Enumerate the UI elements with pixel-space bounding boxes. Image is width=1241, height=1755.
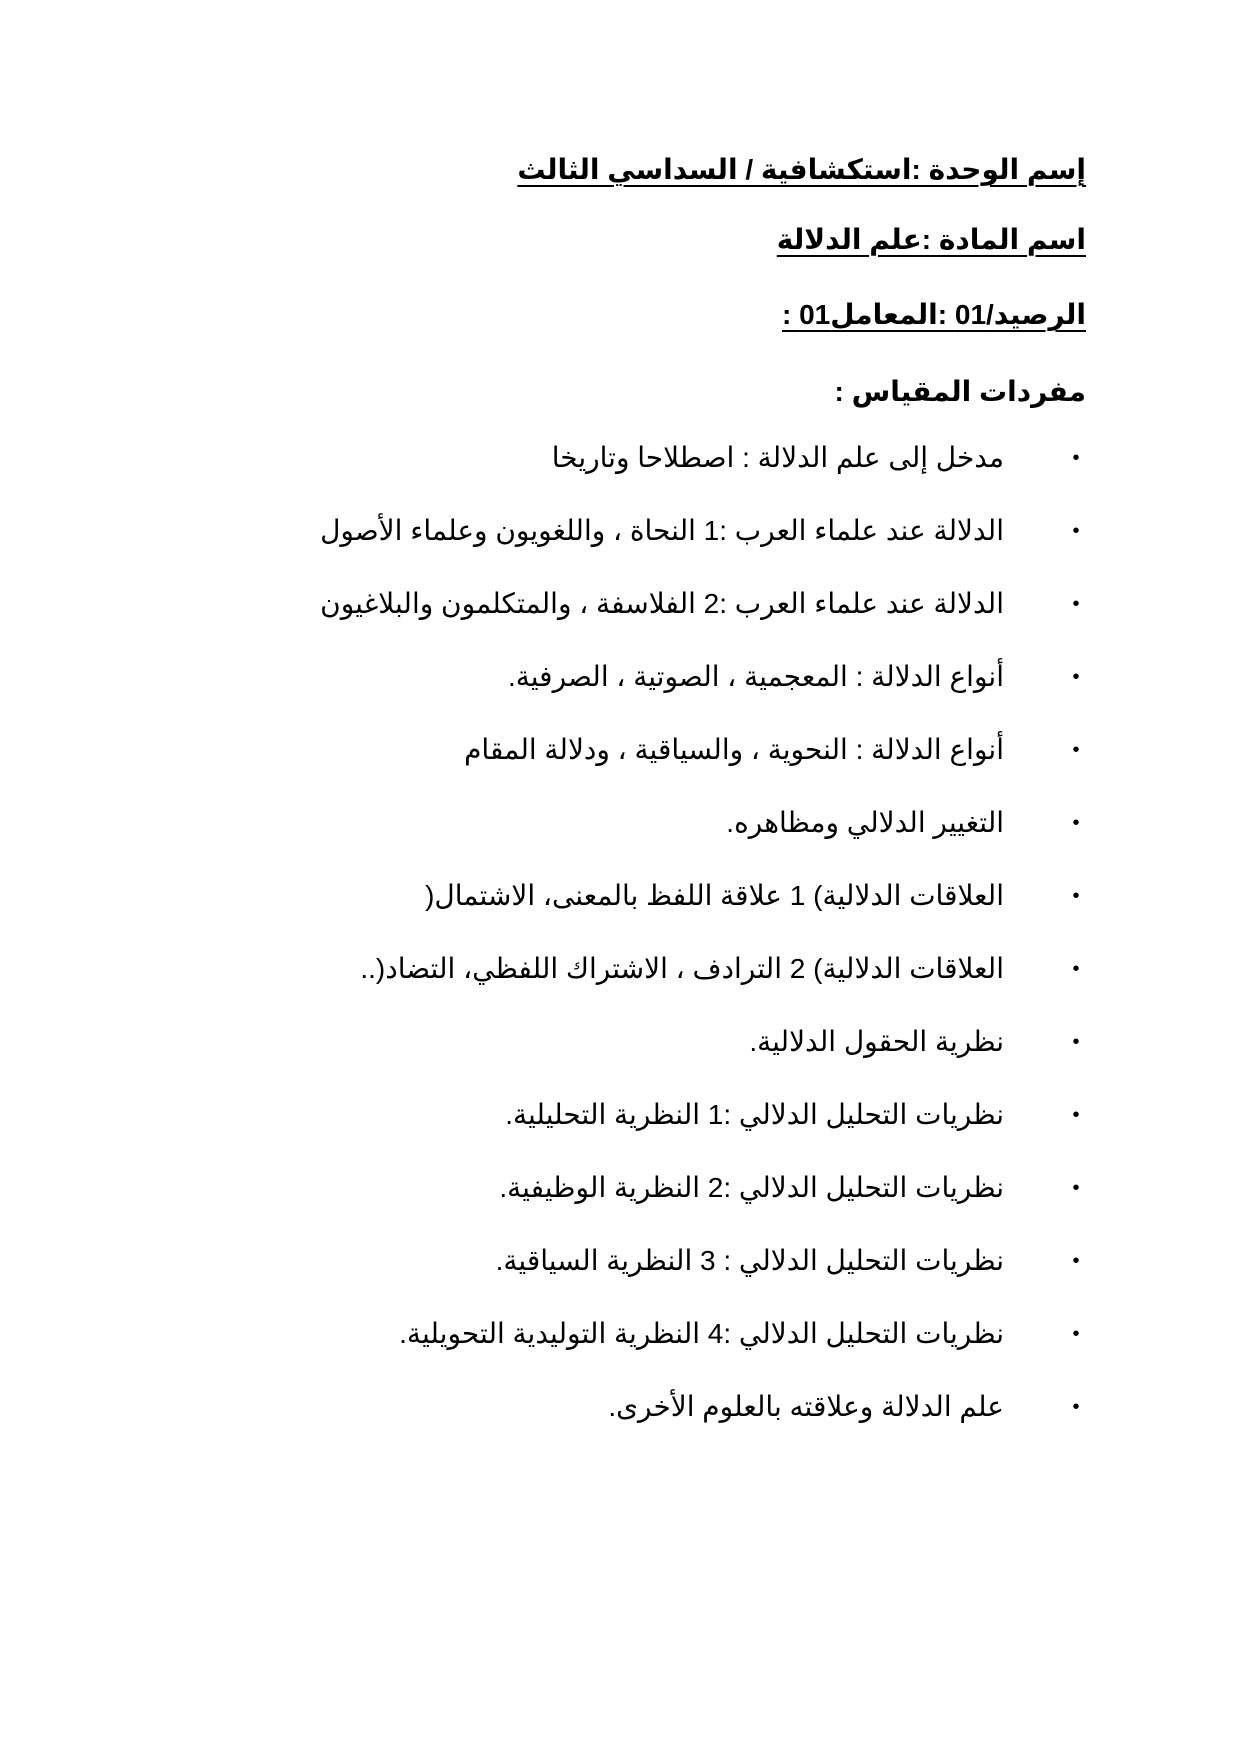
syllabus-item	[136, 1024, 1086, 1097]
syllabus-item-text: أنواع الدلالة : المعجمية ، الصوتية ، الصرفية.	[507, 661, 1004, 692]
syllabus-item	[136, 513, 1086, 586]
bullet-icon: •	[1072, 593, 1080, 615]
syllabus-item-text: الدلالة عند علماء العرب :1 النحاة ، واللغويون وعلماء الأصول	[320, 515, 1004, 546]
syllabus-item	[136, 732, 1086, 805]
module-vocabulary-heading: مفردات المقياس :	[834, 376, 1086, 407]
bullet-icon: •	[1072, 958, 1080, 980]
syllabus-item	[136, 878, 1086, 951]
syllabus-item-text: مدخل إلى علم الدلالة : اصطلاحا وتاريخا	[551, 442, 1004, 473]
syllabus-item-text: العلاقات الدلالية) 1 علاقة اللفظ بالمعنى، الاشتمال(	[425, 880, 1004, 911]
bullet-icon: •	[1072, 1177, 1080, 1199]
bullet-icon: •	[1072, 1396, 1080, 1418]
bullet-icon: •	[1072, 520, 1080, 542]
syllabus-item-text: علم الدلالة وعلاقته بالعلوم الأخرى.	[608, 1391, 1004, 1422]
syllabus-item	[136, 586, 1086, 659]
syllabus-item-text: العلاقات الدلالية) 2 الترادف ، الاشتراك اللفظي، التضاد(..	[360, 953, 1004, 984]
syllabus-item-text: أنواع الدلالة : النحوية ، والسياقية ، ودلالة المقام	[464, 734, 1004, 765]
subject-name-heading: اسم المادة :علم الدلالة	[776, 224, 1086, 255]
syllabus-item-text: الدلالة عند علماء العرب :2 الفلاسفة ، والمتكلمون والبلاغيون	[320, 588, 1004, 619]
bullet-icon: •	[1072, 1031, 1080, 1053]
credit-coefficient-heading: الرصيد/01 :المعامل01 :	[781, 299, 1086, 330]
bullet-icon: •	[1072, 447, 1080, 469]
syllabus-item	[136, 1170, 1086, 1243]
bullet-icon: •	[1072, 666, 1080, 688]
syllabus-item	[136, 659, 1086, 732]
bullet-icon: •	[1072, 739, 1080, 761]
syllabus-item-text: نظريات التحليل الدلالي :1 النظرية التحليلية.	[505, 1099, 1004, 1130]
syllabus-item	[136, 951, 1086, 1024]
bullet-icon: •	[1072, 1104, 1080, 1126]
syllabus-item	[136, 1316, 1086, 1389]
syllabus-item	[136, 1097, 1086, 1170]
syllabus-item	[136, 440, 1086, 513]
syllabus-item-text: نظرية الحقول الدلالية.	[749, 1026, 1004, 1057]
bullet-icon: •	[1072, 1323, 1080, 1345]
bullet-icon: •	[1072, 812, 1080, 834]
syllabus-item-text: نظريات التحليل الدلالي :4 النظرية التوليدية التحويلية.	[399, 1318, 1004, 1349]
bullet-icon: •	[1072, 1250, 1080, 1272]
syllabus-item-text: نظريات التحليل الدلالي : 3 النظرية السياقية.	[495, 1245, 1004, 1276]
unit-name-heading: إسم الوحدة :استكشافية / السداسي الثالث	[517, 154, 1086, 185]
syllabus-list	[136, 440, 1086, 1462]
syllabus-item	[136, 1389, 1086, 1462]
syllabus-item	[136, 1243, 1086, 1316]
syllabus-item-text: التغيير الدلالي ومظاهره.	[726, 807, 1004, 838]
syllabus-item	[136, 805, 1086, 878]
bullet-icon: •	[1072, 885, 1080, 907]
syllabus-item-text: نظريات التحليل الدلالي :2 النظرية الوظيفية.	[499, 1172, 1004, 1203]
